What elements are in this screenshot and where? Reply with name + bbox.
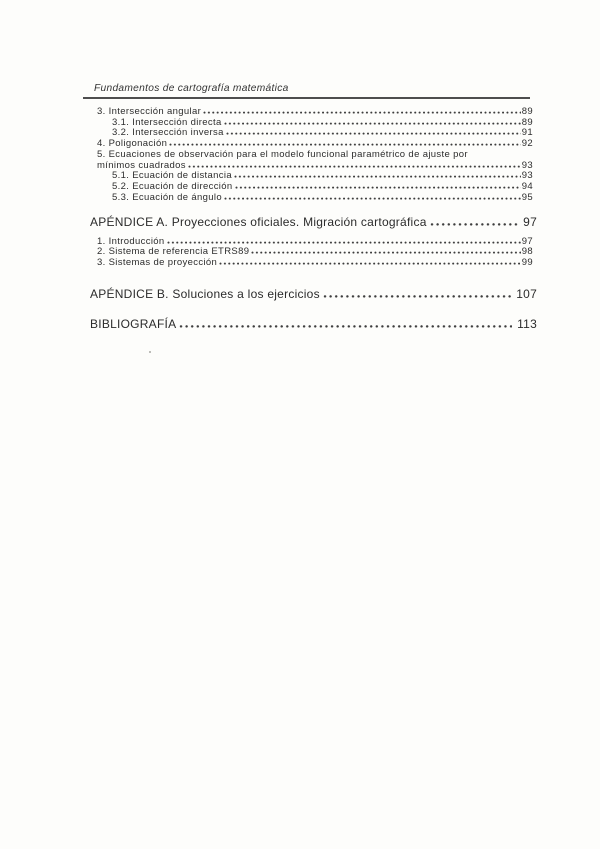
appendix-a-title: APÉNDICE A. Proyecciones oficiales. Migración cartográfica: [90, 215, 427, 229]
dot-leader: [203, 110, 521, 114]
dot-leader: [219, 261, 521, 265]
running-header-title: Fundamentos de cartografía matemática: [94, 83, 289, 94]
toc-page-number: 94: [521, 180, 533, 192]
toc-page-number: 89: [521, 116, 533, 128]
bibliography-page-number: 113: [517, 317, 537, 331]
toc-page-number: 93: [521, 170, 533, 182]
dot-leader: [179, 323, 512, 328]
dot-leader: [167, 240, 521, 244]
toc-entry-label: 3.2. Intersección inversa: [112, 127, 224, 139]
toc-entry: [97, 258, 533, 268]
scan-speck: [149, 351, 151, 353]
toc-page-number: 91: [521, 127, 533, 139]
toc-page-number: 93: [521, 159, 533, 171]
running-header: [83, 82, 530, 99]
appendix-b-title-row: [90, 287, 537, 301]
appendix-a-section: [90, 215, 537, 268]
dot-leader: [226, 131, 521, 135]
toc-page-number: 99: [521, 256, 533, 268]
bibliography-section: [90, 317, 537, 331]
toc-entry-label: 3. Intersección angular: [97, 106, 202, 117]
toc-entry: [97, 150, 533, 161]
bibliography-title-row: [90, 317, 537, 331]
toc-entry-label: 4. Poligonación: [97, 138, 168, 150]
appendix-a-title-row: [90, 215, 537, 229]
toc-entry-label: 5.3. Ecuación de ángulo: [112, 191, 222, 203]
toc-entry-label: 5. Ecuaciones de observación para el modelo funcional paramétrico de ajuste por: [97, 148, 468, 160]
toc-entry: [97, 193, 533, 204]
appendix-a-entries: [90, 237, 537, 268]
dot-leader: [188, 164, 521, 168]
appendix-b-page-number: 107: [516, 287, 537, 301]
toc-page-number: 97: [521, 236, 533, 247]
toc-page-number: 98: [521, 246, 533, 258]
dot-leader: [235, 185, 521, 189]
appendix-b-title: APÉNDICE B. Soluciones a los ejercicios: [90, 287, 320, 301]
toc-entry-label: mínimos cuadrados: [97, 159, 186, 171]
dot-leader: [430, 221, 519, 226]
toc-entry-label: 5.2. Ecuación de dirección: [112, 180, 233, 192]
dot-leader: [169, 142, 521, 146]
toc-entry-label: 3. Sistemas de proyección: [97, 256, 218, 268]
bibliography-title: BIBLIOGRAFÍA: [90, 317, 177, 331]
table-of-contents: [97, 107, 533, 203]
toc-page-number: 89: [521, 106, 533, 117]
appendix-a-page-number: 97: [523, 215, 537, 229]
dot-leader: [251, 250, 520, 254]
dot-leader: [323, 293, 511, 298]
appendix-b-section: [90, 287, 537, 301]
dot-leader: [224, 121, 521, 125]
dot-leader: [224, 196, 521, 200]
dot-leader: [234, 174, 521, 178]
toc-entry-label: 5.1. Ecuación de distancia: [112, 170, 233, 182]
toc-entry-label: 3.1. Intersección directa: [112, 116, 222, 128]
toc-page-number: 92: [521, 138, 533, 150]
toc-entry-label: 1. Introducción: [97, 236, 165, 247]
toc-entry-label: 2. Sistema de referencia ETRS89: [97, 246, 250, 258]
toc-page-number: 95: [521, 191, 533, 203]
